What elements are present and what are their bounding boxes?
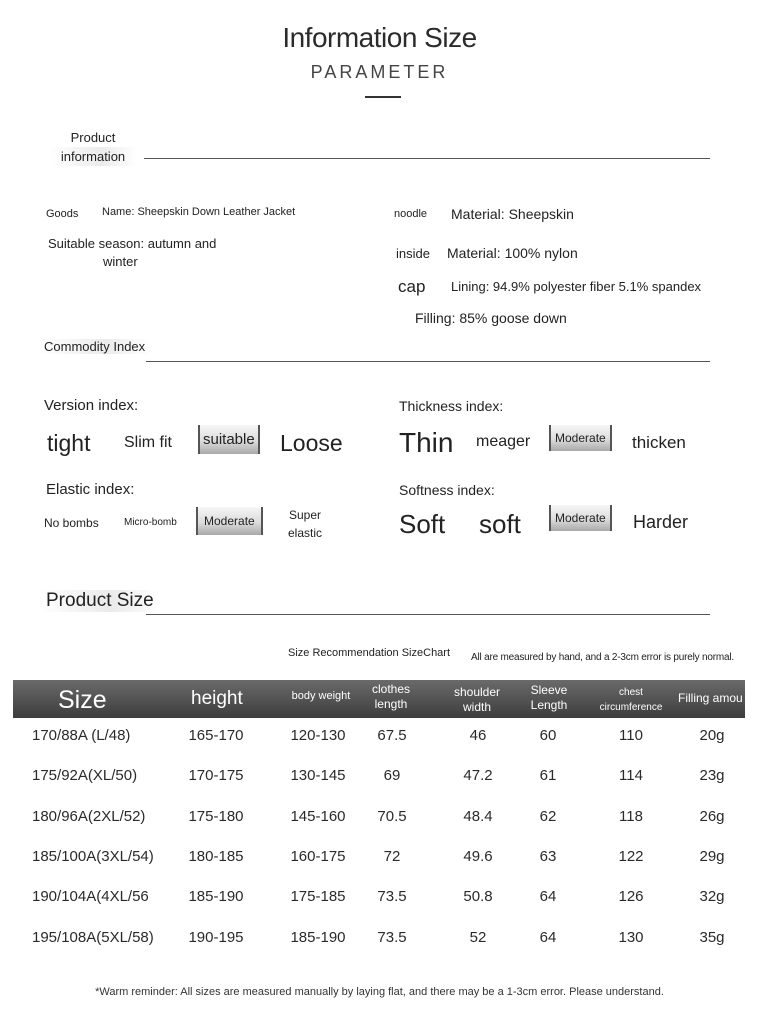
col-header-chest-2: circumference <box>599 702 663 713</box>
table-cell: 130-145 <box>290 767 346 784</box>
product-size-divider <box>146 614 710 615</box>
col-header-filling: Filling amou <box>678 691 743 705</box>
table-cell: 20g <box>699 727 725 744</box>
product-info-divider <box>144 158 710 159</box>
size-chart-caption: Size Recommendation SizeChart <box>288 647 451 659</box>
table-cell: 73.5 <box>377 888 407 905</box>
table-cell: 64 <box>539 929 557 946</box>
table-cell: 32g <box>699 888 725 905</box>
table-cell: 49.6 <box>463 848 493 865</box>
col-header-shoulder-width-2: width <box>462 700 491 714</box>
table-cell: 60 <box>539 727 557 744</box>
table-cell: 175-185 <box>290 888 346 905</box>
softness-option-moderate-selected: Moderate <box>549 505 612 531</box>
table-cell: 26g <box>699 808 725 825</box>
size-cell: 180/96A(2XL/52) <box>32 808 146 825</box>
elastic-option-super-elastic <box>288 506 322 542</box>
softness-option-harder: Harder <box>633 512 689 532</box>
table-cell: 23g <box>699 767 725 784</box>
col-header-clothes-length-2: length <box>374 697 408 711</box>
table-cell: 190-195 <box>188 929 244 946</box>
page-title: Information Size <box>282 22 477 53</box>
elastic-option-micro-bomb: Micro-bomb <box>124 517 177 528</box>
elastic-index-label: Elastic index: <box>46 481 135 498</box>
measure-note: All are measured by hand, and a 2-3cm error is purely normal. <box>471 652 734 663</box>
table-cell: 130 <box>618 929 644 946</box>
table-cell: 185-190 <box>290 929 346 946</box>
season-line2: winter <box>103 254 138 269</box>
table-cell: 126 <box>618 888 644 905</box>
noodle-label: noodle <box>394 208 428 220</box>
table-cell: 122 <box>618 848 644 865</box>
warm-reminder: *Warm reminder: All sizes are measured manually by laying flat, and there may be a 1-3cm error. Please understand. <box>95 986 664 998</box>
version-index-label: Version index: <box>44 397 139 414</box>
col-header-chest <box>592 685 670 715</box>
title-divider <box>365 96 401 98</box>
inside-value: Material: 100% nylon <box>447 245 578 261</box>
table-cell: 72 <box>383 848 401 865</box>
col-header-sleeve-length-1: Sleeve <box>530 683 568 697</box>
filling-value: Filling: 85% goose down <box>415 310 567 326</box>
goods-name: Name: Sheepskin Down Leather Jacket <box>102 206 296 218</box>
elastic-option-no-bombs: No bombs <box>44 516 99 530</box>
elastic-option-moderate-selected: Moderate <box>196 507 263 535</box>
table-cell: 70.5 <box>377 808 407 825</box>
size-cell: 175/92A(XL/50) <box>32 767 138 784</box>
softness-option-soft: Soft <box>399 509 446 539</box>
size-cell: 195/108A(5XL/58) <box>32 929 154 946</box>
table-cell: 46 <box>469 727 487 744</box>
col-header-clothes-length-1: clothes <box>371 682 411 696</box>
thickness-option-thicken: thicken <box>632 433 686 452</box>
col-header-clothes-length <box>366 682 416 712</box>
table-cell: 35g <box>699 929 725 946</box>
version-option-slim-fit: Slim fit <box>124 434 172 451</box>
col-header-size: Size <box>58 686 107 714</box>
table-cell: 64 <box>539 888 557 905</box>
page-subtitle: PARAMETER <box>310 62 449 82</box>
thickness-option-thin: Thin <box>399 427 454 458</box>
table-cell: 185-190 <box>188 888 244 905</box>
col-header-body-weight: body weight <box>291 690 351 702</box>
version-option-tight: tight <box>47 430 91 456</box>
thickness-option-meager: meager <box>476 433 531 450</box>
softness-index-label: Softness index: <box>399 482 495 498</box>
size-cell: 185/100A(3XL/54) <box>32 848 154 865</box>
col-header-chest-1: chest <box>619 687 643 698</box>
thickness-index-label: Thickness index: <box>399 398 504 414</box>
col-header-sleeve-length <box>526 683 572 713</box>
table-cell: 160-175 <box>290 848 346 865</box>
table-cell: 180-185 <box>188 848 244 865</box>
thickness-option-moderate-selected: Moderate <box>549 425 612 451</box>
table-cell: 50.8 <box>463 888 493 905</box>
commodity-index-label: Commodity Index <box>38 339 151 354</box>
table-cell: 29g <box>699 848 725 865</box>
table-cell: 48.4 <box>463 808 493 825</box>
table-cell: 47.2 <box>463 767 493 784</box>
commodity-index-divider <box>146 361 710 362</box>
inside-label: inside <box>396 246 430 261</box>
cap-value: Lining: 94.9% polyester fiber 5.1% spandex <box>451 279 702 294</box>
table-cell: 73.5 <box>377 929 407 946</box>
table-cell: 120-130 <box>290 727 346 744</box>
table-cell: 165-170 <box>188 727 244 744</box>
table-cell: 118 <box>619 808 643 825</box>
noodle-value: Material: Sheepskin <box>451 206 574 222</box>
elastic-option-super: Super <box>288 508 322 522</box>
table-cell: 110 <box>619 727 643 744</box>
version-option-suitable-selected: suitable <box>198 425 260 454</box>
size-cell: 170/88A (L/48) <box>32 727 131 744</box>
elastic-option-elastic: elastic <box>288 526 323 540</box>
table-cell: 61 <box>539 767 557 784</box>
table-cell: 114 <box>619 767 643 784</box>
product-size-label: Product Size <box>40 590 160 612</box>
table-cell: 52 <box>469 929 487 946</box>
softness-option-soft-lower: soft <box>479 509 521 539</box>
cap-label: cap <box>398 277 426 296</box>
size-cell: 190/104A(4XL/56 <box>32 888 149 905</box>
product-info-label-line2: information <box>50 147 136 166</box>
table-cell: 145-160 <box>290 808 346 825</box>
goods-label: Goods <box>46 208 79 220</box>
table-cell: 170-175 <box>188 767 244 784</box>
product-info-label-line1: Product <box>70 130 116 145</box>
table-cell: 67.5 <box>377 727 407 744</box>
season-line1: Suitable season: autumn and <box>48 236 217 251</box>
col-header-shoulder-width <box>448 685 506 715</box>
col-header-height: height <box>191 688 243 709</box>
table-cell: 63 <box>539 848 557 865</box>
table-cell: 62 <box>539 808 557 825</box>
version-option-loose: Loose <box>280 430 343 456</box>
col-header-sleeve-length-2: Length <box>530 698 568 712</box>
table-cell: 69 <box>383 767 401 784</box>
col-header-shoulder-width-1: shoulder <box>453 685 501 699</box>
table-cell: 175-180 <box>188 808 244 825</box>
product-info-section-label <box>50 128 136 166</box>
